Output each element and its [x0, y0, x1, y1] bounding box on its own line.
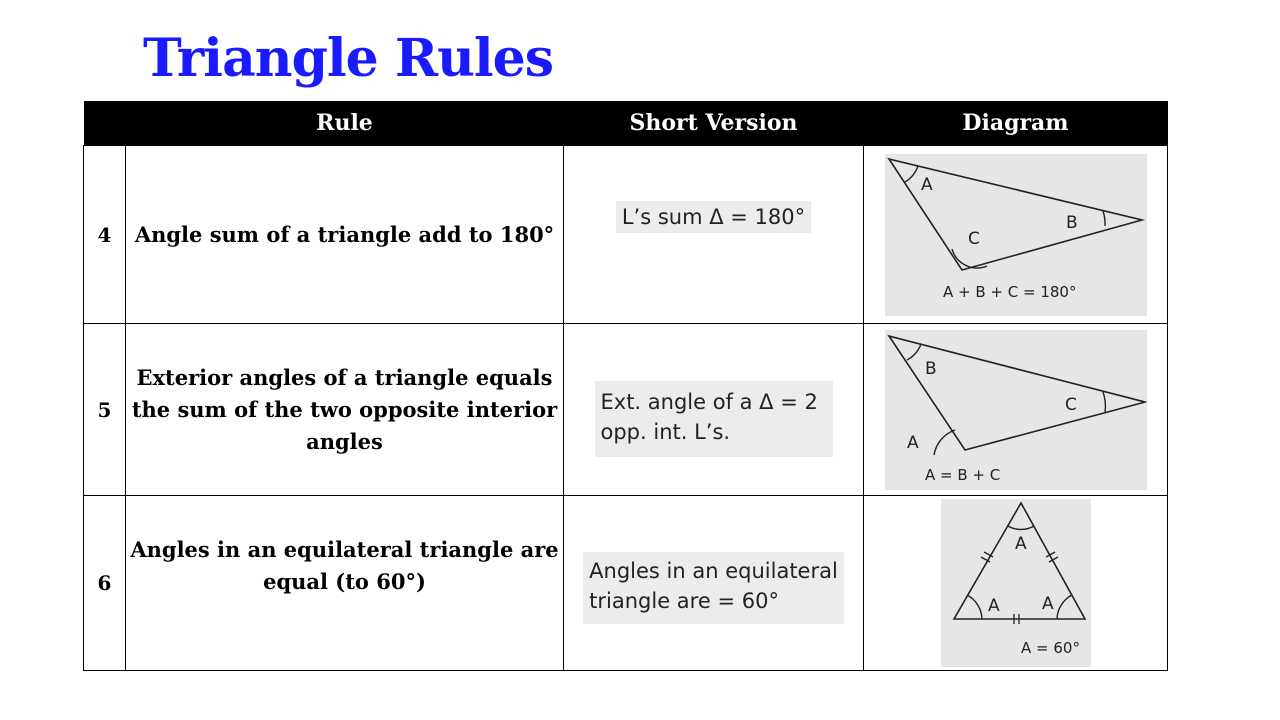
rule-number: 6: [84, 496, 126, 671]
triangle-rules-table: [83, 101, 1168, 671]
angle-sum-diagram: [885, 154, 1147, 316]
triangle-shape: [889, 336, 1145, 450]
angle-arc-b: [907, 344, 921, 360]
angle-label-a: A: [906, 432, 919, 453]
angle-label-c: C: [1064, 394, 1077, 415]
angle-arc-b: [1103, 211, 1105, 226]
rule-number: 5: [84, 324, 126, 496]
angle-label-top: A: [1014, 534, 1027, 554]
short-version-line: Ext. angle of a Δ = 2: [600, 389, 818, 414]
triangle-angle-sum-figure: [885, 154, 1147, 312]
rule-text: Exterior angles of a triangle equals the sum of the two opposite interior angles: [126, 324, 564, 496]
angle-label-b: B: [1065, 212, 1078, 233]
equilateral-triangle-figure: [941, 499, 1091, 663]
rule-number: 4: [84, 146, 126, 324]
angle-label-b: B: [924, 358, 937, 379]
short-version-image: [583, 552, 844, 624]
page-title: Triangle Rules: [143, 28, 553, 89]
diagram-caption: A + B + C = 180°: [942, 282, 1076, 301]
diagram-cell: [864, 146, 1168, 324]
diagram-cell: [864, 496, 1168, 671]
exterior-angle-arc-a: [934, 430, 955, 455]
column-header-diagram: Diagram: [864, 101, 1168, 146]
short-version-line: triangle are = 60°: [589, 589, 779, 613]
short-version-cell: [564, 146, 864, 324]
short-version-image: [616, 201, 811, 233]
angle-label-c: C: [967, 228, 980, 249]
rule-text: Angle sum of a triangle add to 180°: [126, 146, 564, 324]
column-header-number: [84, 101, 126, 146]
column-header-rule: Rule: [126, 101, 564, 146]
angle-label-left: A: [987, 596, 1000, 616]
short-version-cell: [564, 324, 864, 496]
short-version-line: opp. int. L’s.: [600, 419, 731, 444]
diagram-cell: [864, 324, 1168, 496]
angle-arc-a: [905, 166, 918, 182]
diagram-caption: A = B + C: [924, 465, 1000, 484]
short-version-image: [595, 381, 833, 457]
column-header-short-version: Short Version: [564, 101, 864, 146]
table-row: [84, 324, 1168, 496]
angle-arc-top: [1008, 526, 1034, 529]
angle-arc-left: [967, 595, 982, 619]
table-header-row: [84, 101, 1168, 146]
table-row: [84, 496, 1168, 671]
diagram-caption: A = 60°: [1020, 639, 1080, 657]
short-version-line: Angles in an equilateral: [589, 559, 838, 583]
angle-label-right: A: [1041, 594, 1054, 614]
equilateral-diagram: [941, 499, 1091, 667]
short-version-line: L’s sum Δ = 180°: [621, 204, 806, 229]
triangle-shape: [954, 503, 1085, 619]
angle-arc-c: [1103, 392, 1105, 412]
short-version-cell: [564, 496, 864, 671]
angle-arc-right: [1057, 595, 1072, 619]
rule-text: Angles in an equilateral triangle are equal (to 60°): [126, 496, 564, 671]
exterior-angle-diagram: [885, 330, 1147, 490]
table-row: [84, 146, 1168, 324]
triangle-exterior-angle-figure: [885, 330, 1147, 486]
angle-label-a: A: [920, 174, 933, 195]
